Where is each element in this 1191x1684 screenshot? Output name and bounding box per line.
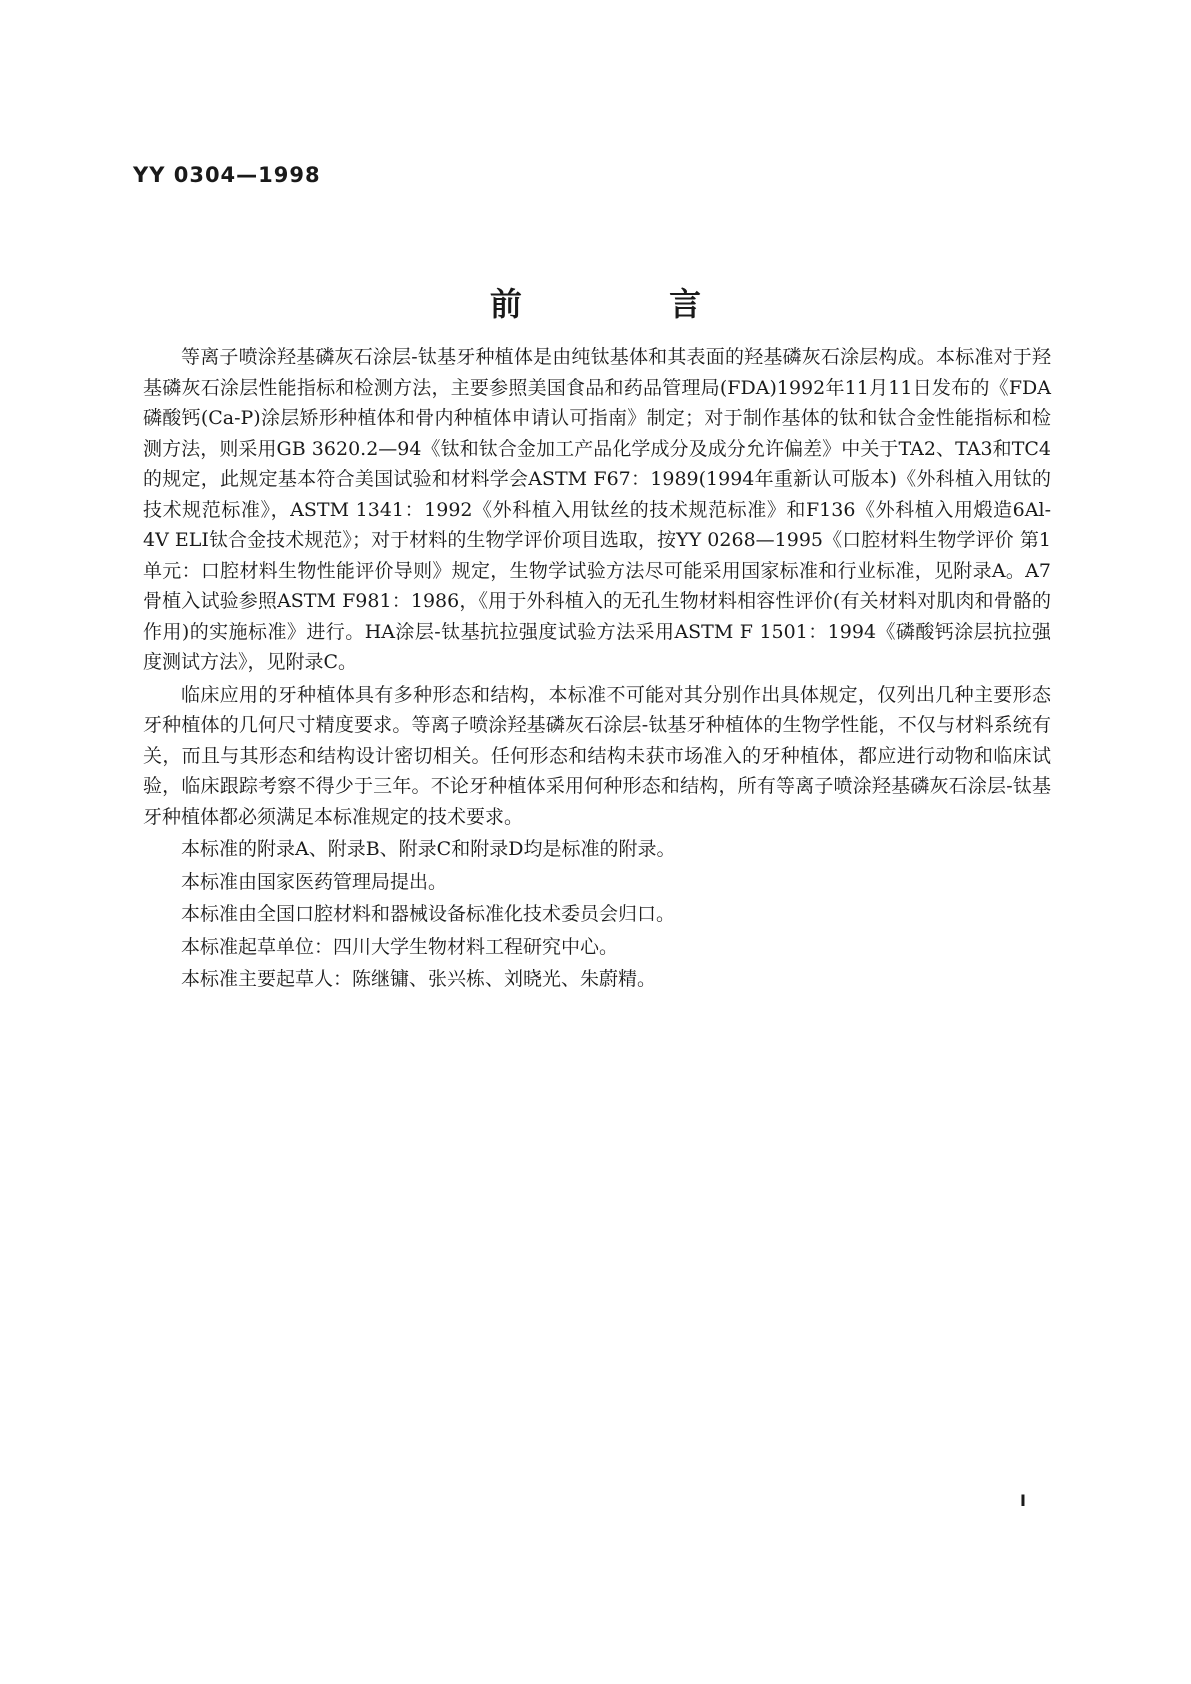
paragraph-drafters: 本标准主要起草人：陈继镛、张兴栋、刘晓光、朱蔚精。 bbox=[181, 968, 657, 990]
foreword-body bbox=[143, 342, 1051, 995]
paragraph-drafting-unit: 本标准起草单位：四川大学生物材料工程研究中心。 bbox=[181, 935, 619, 958]
paragraph-administered-by: 本标准由全国口腔材料和器械设备标准化技术委员会归口。 bbox=[181, 903, 676, 925]
page-title: 前 言 bbox=[489, 285, 770, 323]
paragraph-clinical: 临床应用的牙种植体具有多种形态和结构，本标准不可能对其分别作出具体规定，仅列出几种主要形态牙种植体的几何尺寸精度要求。等离子喷涂羟基磷灰石涂层-钛基牙种植体的生物学性能，不仅与材料系统有关，而且与其形态和结构设计密切相关。任何形态和结构未获市场准入的牙种植体，都应进行动物和临床试验，临床跟踪考察不得少于三年。不论牙种植体采用何种形态和结构，所有等离子喷涂羟基磷灰石涂层-钛基牙种植体都必须满足本标准规定的技术要求。 bbox=[143, 683, 1051, 828]
standard-code: YY 0304—1998 bbox=[133, 163, 321, 187]
paragraph-appendix-note: 本标准的附录A、附录B、附录C和附录D均是标准的附录。 bbox=[181, 838, 676, 860]
paragraph-intro: 等离子喷涂羟基磷灰石涂层-钛基牙种植体是由纯钛基体和其表面的羟基磷灰石涂层构成。本标准对于羟基磷灰石涂层性能指标和检测方法，主要参照美国食品和药品管理局(FDA)1992年11月11日发布的《FDA磷酸钙(Ca-P)涂层矫形种植体和骨内种植体申请认可指南》制定；对于制作基体的钛和钛合金性能指标和检测方法，则采用GB 3620.2—94《钛和钛合金加工产品化学成分及成分允许偏差》中关于TA2、TA3和TC4的规定，此规定基本符合美国试验和材料学会ASTM F67：1989(1994年重新认可版本)《外科植入用钛的技术规范标准》，ASTM 1341：1992《外科植入用钛丝的技术规范标准》和F136《外科植入用煅造6Al-4V ELI钛合金技术规范》；对于材料的生物学评价项目选取，按YY 0268—1995《口腔材料生物学评价 第1单元：口腔材料生物性能评价导则》规定，生物学试验方法尽可能采用国家标准和行业标准，见附录A。A7骨植入试验参照ASTM F981：1986，《用于外科植入的无孔生物材料相容性评价(有关材料对肌肉和骨骼的作用)的实施标准》进行。HA涂层-钛基抗拉强度试验方法采用ASTM F 1501：1994《磷酸钙涂层抗拉强度测试方法》，见附录C。 bbox=[143, 346, 1051, 673]
page-number: Ⅰ bbox=[1020, 1491, 1026, 1510]
paragraph-proposed-by: 本标准由国家医药管理局提出。 bbox=[181, 870, 448, 893]
